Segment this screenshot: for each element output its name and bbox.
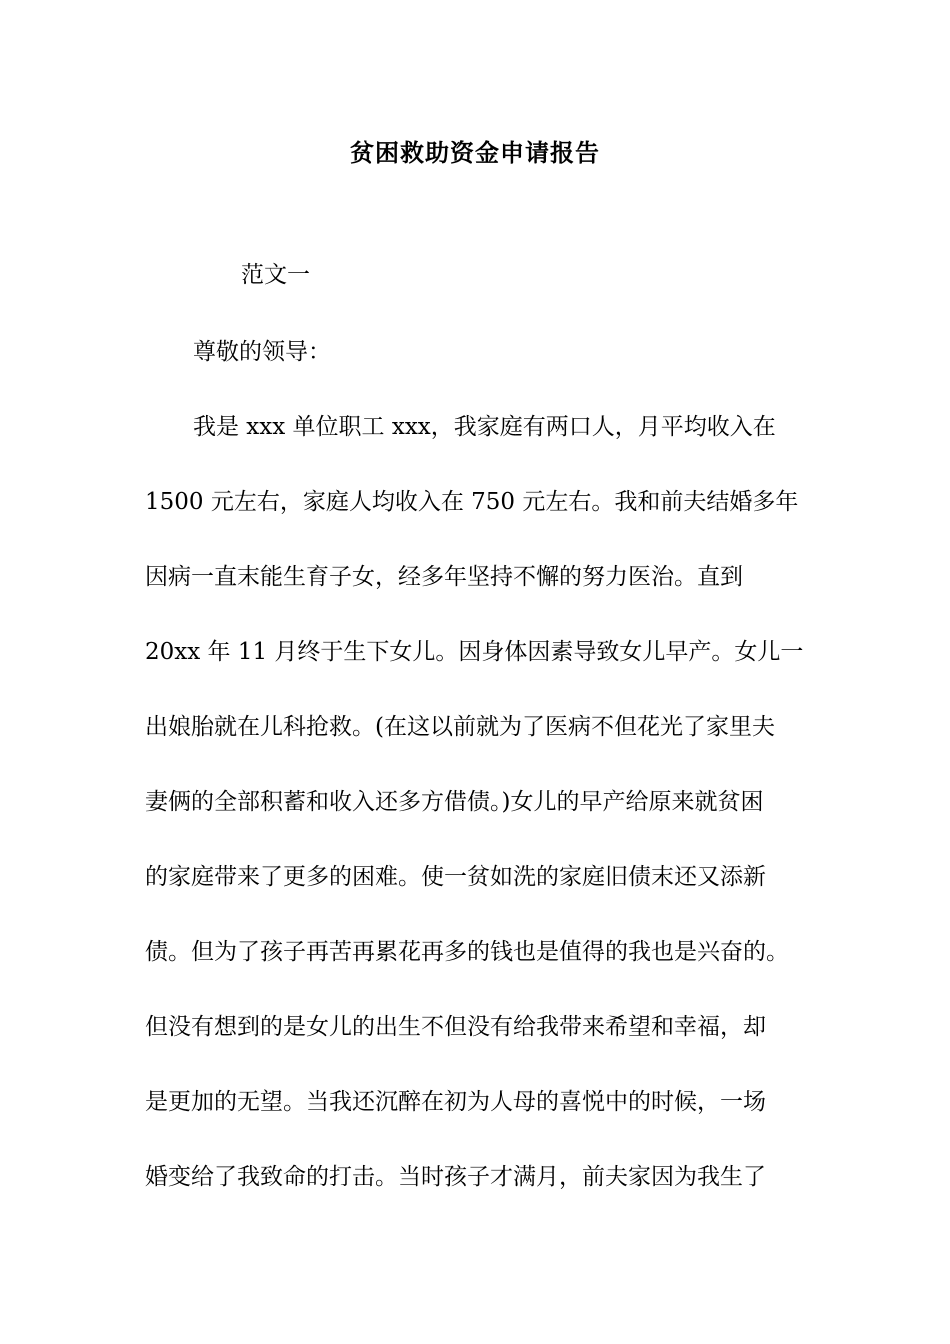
document-subhead: 范文一 [241,262,310,288]
body-line: 我是 xxx 单位职工 xxx，我家庭有两口人，月平均收入在 [193,414,776,440]
body-line: 婚变给了我致命的打击。当时孩子才满月，前夫家因为我生了 [145,1164,766,1190]
body-line: 20xx 年 11 月终于生下女儿。因身体因素导致女儿早产。女儿一 [145,639,804,665]
body-line: 债。但为了孩子再苦再累花再多的钱也是值得的我也是兴奋的。 [145,939,789,965]
body-line: 妻俩的全部积蓄和收入还多方借债。)女儿的早产给原来就贫困 [145,789,764,815]
body-line: 但没有想到的是女儿的出生不但没有给我带来希望和幸福，却 [145,1014,766,1040]
body-line: 是更加的无望。当我还沉醉在初为人母的喜悦中的时候，一场 [145,1089,766,1115]
salutation: 尊敬的领导： [193,339,331,365]
body-line: 的家庭带来了更多的困难。使一贫如洗的家庭旧债末还又添新 [145,864,766,890]
body-line: 因病一直末能生育子女，经多年坚持不懈的努力医治。直到 [145,564,743,590]
body-line: 出娘胎就在儿科抢救。(在这以前就为了医病不但花光了家里夫 [145,714,775,740]
document-title: 贫困救助资金申请报告 [350,138,600,167]
body-line: 1500 元左右，家庭人均收入在 750 元左右。我和前夫结婚多年 [145,489,799,515]
